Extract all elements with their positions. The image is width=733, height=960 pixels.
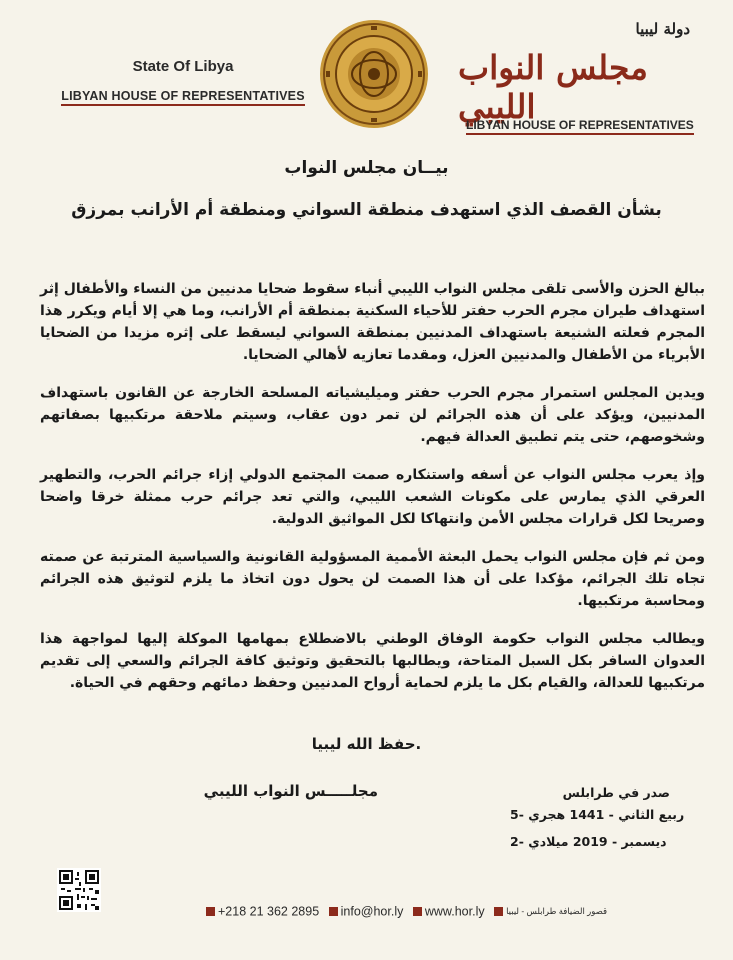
statement-title: بيــان مجلس النواب (284, 158, 449, 178)
square-bullet-icon (329, 907, 338, 916)
paragraph: وإذ يعرب مجلس النواب عن أسفه واستنكاره صمت المجتمع الدولي إزاء جرائم الحرب، والتطهير العرقي الذي يمارس على مكونات الشعب الليبي، والتي تعد جرائم حرب ممثلة خرقا واضحا وصريحا لكل قرارات مجلس الأمن وانتهاكا لكل المواثيق الدولية. (40, 467, 705, 527)
house-name-ar: مجلس النواب الليبي (458, 48, 648, 126)
header-english-block (58, 58, 308, 106)
paragraph: ببالغ الحزن والأسى تلقى مجلس النواب الليبي أنباء سقوط ضحايا مدنيين من النساء والأطفال إثر استهداف طيران مجرم الحرب حفتر للأحياء السكنية بمنطقة أم الأرانب، وما هي إلا أيام ويكرر هذا المجرم فعلته الشنيعة باستهداف المدنيين بمنطقة السواني ليسقط على إثره مزيدا من الضحايا الأبرياء من الأطفال والمدنيين العزل، ومقدما تعازيه لأهالي الضحايا. (40, 281, 705, 363)
state-name-en: State Of Libya (132, 58, 234, 75)
issue-place: صدر في طرابلس (562, 785, 670, 800)
house-name-en-left: LIBYAN HOUSE OF REPRESENTATIVES (61, 89, 305, 106)
date-hijri: 5- ربيع الثاني - 1441 هجري (510, 807, 685, 822)
signature: مجلـــــس النواب الليبي (203, 782, 378, 800)
date-gregorian: 2- ديسمبر - 2019 ميلادي (510, 834, 667, 849)
footer-email: info@hor.ly (340, 904, 404, 919)
footer-website: www.hor.ly (424, 904, 485, 919)
paragraph: ومن ثم فإن مجلس النواب يحمل البعثة الأممية المسؤولية القانونية والسياسية المترتبة عن صمته تجاه تلك الجرائم، مؤكدا على أن هذا الصمت لن يحول دون اتخاذ ما يلزم لتوثيق هذه الجرائم ومحاسبة مرتكبيها. (40, 549, 705, 609)
square-bullet-icon (206, 907, 215, 916)
footer-address: قصور الضيافة طرابلس - ليبيا (506, 906, 608, 917)
statement-subtitle: بشأن القصف الذي استهدف منطقة السواني ومنطقة أم الأرانب بمرزق (71, 200, 662, 220)
seal-emblem (318, 18, 430, 130)
state-name-ar: دولة ليبيا (635, 20, 690, 38)
square-bullet-icon (494, 907, 503, 916)
square-bullet-icon (413, 907, 422, 916)
contact-footer (200, 904, 720, 919)
closing-line: حفظ الله ليبيا. (311, 735, 422, 753)
statement-body (40, 278, 705, 710)
paragraph: ويطالب مجلس النواب حكومة الوفاق الوطني بالاضطلاع بمهامها الموكلة إليها لمواجهة هذا العدوان السافر بكل السبل المتاحة، ويطالبها بالتحقيق وتوثيق كافة الجرائم والسعي إلى تقديم مرتكبيها للعدالة، والقيام بكل ما يلزم لحماية أرواح المدنيين وحفظ دمائهم وحقهم في الحياة. (40, 631, 705, 691)
header-arabic-block (458, 14, 718, 134)
paragraph: ويدين المجلس استمرار مجرم الحرب حفتر وميليشياته المسلحة الخارجة عن القانون باستهداف المدنيين، ويؤكد على أن هذه الجرائم لن تمر دون عقاب، وسيتم ملاحقة مرتكبيها بصفاتهم وشخوصهم، حتى يتم تطبيق العدالة فيهم. (40, 385, 705, 445)
qr-code-icon (57, 868, 101, 912)
house-name-en-right: LIBYAN HOUSE OF REPRESENTATIVES (466, 118, 694, 135)
footer-phone: +218 21 362 2895 (218, 904, 320, 919)
